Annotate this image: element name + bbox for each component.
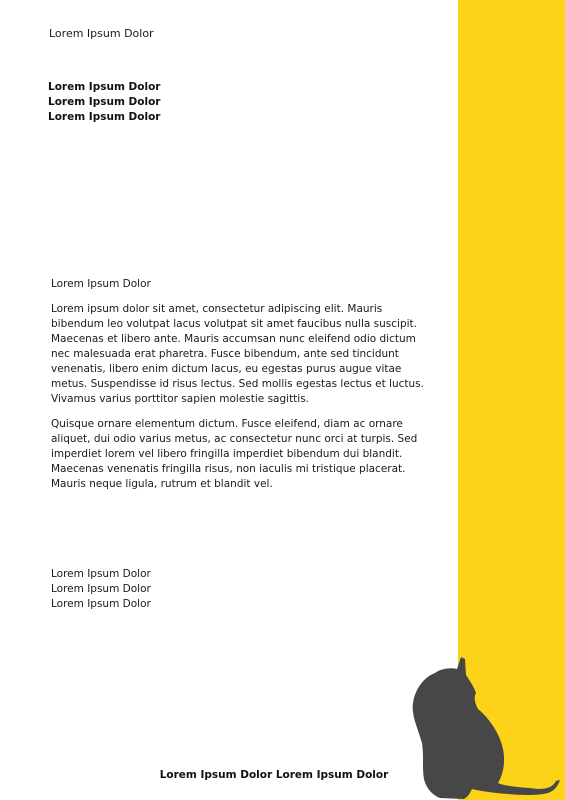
closing-line: Lorem Ipsum Dolor <box>51 568 151 580</box>
body-paragraph: Quisque ornare elementum dictum. Fusce eleifend, diam ac ornare aliquet, dui odio varius metus, ac consectetur nunc orci at turpis. Sed imperdiet lorem vel libero fringilla imperdiet bibendum dui blandit. Maecenas venenatis fringilla risus, non iaculis mi tristique placerat. Mauris neque ligula, rutrum et blandit vel. <box>51 418 418 490</box>
salutation: Lorem Ipsum Dolor <box>51 278 151 290</box>
sender-line: Lorem Ipsum Dolor <box>48 81 161 93</box>
sender-line: Lorem Ipsum Dolor <box>48 111 161 123</box>
closing-line: Lorem Ipsum Dolor <box>51 583 151 595</box>
header-text: Lorem Ipsum Dolor <box>49 27 154 40</box>
closing-signature-block <box>51 567 151 612</box>
letter-body <box>51 277 431 502</box>
sender-address-block <box>48 80 160 125</box>
body-paragraph: Lorem ipsum dolor sit amet, consectetur adipiscing elit. Mauris bibendum leo volutpat lacus volutpat sit amet faucibus nulla suscipit. Maecenas et libero ante. Mauris accumsan nunc eleifend odio dictum nec malesuada erat pharetra. Fusce bibendum, ante sed tincidunt venenatis, libero enim dictum lacus, eu egestas purus augue vitae metus. Suspendisse id risus lectus. Sed mollis egestas lectus et luctus. Vivamus varius porttitor sapien molestie sagittis. <box>51 303 424 405</box>
footer-text: Lorem Ipsum Dolor Lorem Ipsum Dolor <box>159 769 389 781</box>
closing-line: Lorem Ipsum Dolor <box>51 598 151 610</box>
sender-line: Lorem Ipsum Dolor <box>48 96 161 108</box>
